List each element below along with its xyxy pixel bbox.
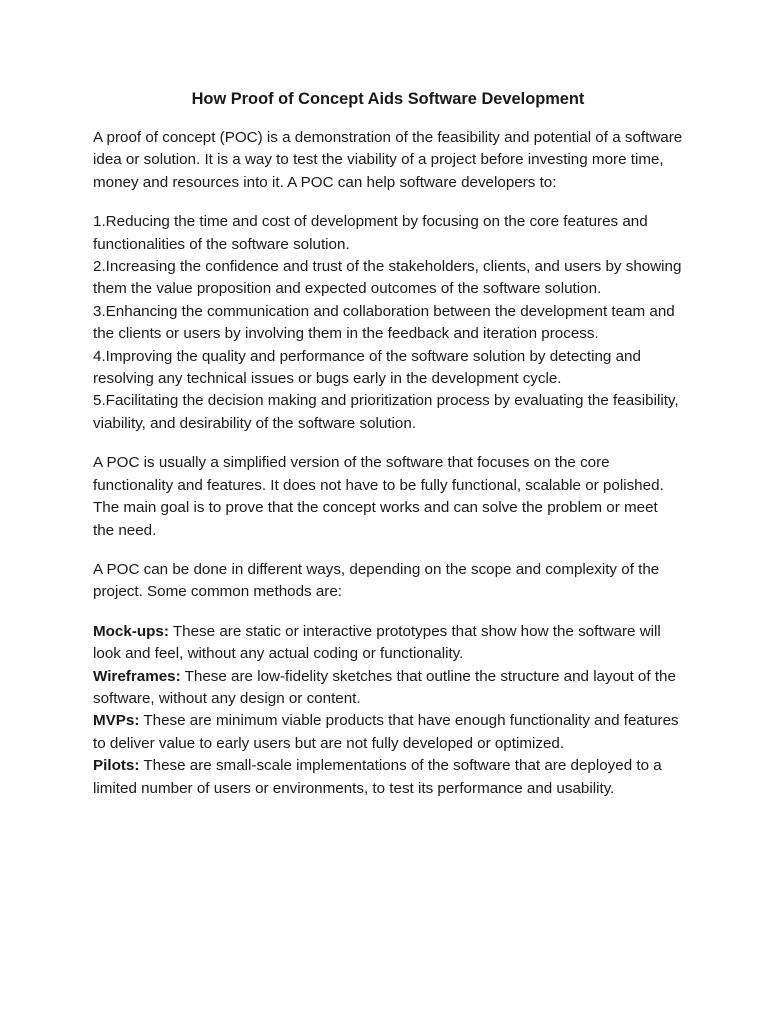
method-item bbox=[93, 666, 683, 711]
methods-list bbox=[93, 621, 683, 800]
benefit-item: 3.Enhancing the communication and collaboration between the development team and the clients or users by involving them in the feedback and iteration process. bbox=[93, 302, 675, 343]
benefit-item: 1.Reducing the time and cost of development by focusing on the core features and functionalities of the software solution. bbox=[93, 213, 648, 253]
method-item bbox=[93, 621, 683, 666]
method-description: These are low-fidelity sketches that outline the structure and layout of the software, without any design or content. bbox=[93, 667, 676, 707]
method-item bbox=[93, 710, 683, 755]
benefit-item: 5.Facilitating the decision making and prioritization process by evaluating the feasibility, viability, and desirability of the software solution. bbox=[93, 392, 679, 432]
intro-paragraph: A proof of concept (POC) is a demonstration of the feasibility and potential of a software idea or solution. It is a way to test the viability of a project before investing more time, money and resources into it. A POC can help software developers to: bbox=[93, 129, 683, 191]
simplified-paragraph: A POC is usually a simplified version of the software that focuses on the core functionality and features. It does not have to be fully functional, scalable or polished. The main goal is to prove that the concept works and can solve the problem or meet the need. bbox=[93, 454, 664, 539]
method-description: These are minimum viable products that have enough functionality and features to deliver value to early users but are not fully developed or optimized. bbox=[93, 712, 679, 752]
method-term: Pilots: bbox=[93, 757, 140, 775]
document-title: How Proof of Concept Aids Software Development bbox=[191, 90, 585, 108]
method-term: Wireframes: bbox=[93, 667, 181, 685]
method-description: These are static or interactive prototypes that show how the software will look and feel, without any actual coding or functionality. bbox=[93, 622, 661, 663]
method-item bbox=[93, 755, 683, 800]
benefit-item: 2.Increasing the confidence and trust of the stakeholders, clients, and users by showing them the value proposition and expected outcomes of the software solution. bbox=[93, 258, 682, 298]
benefits-list bbox=[93, 211, 683, 435]
method-description: These are small-scale implementations of the software that are deployed to a limited number of users or environments, to test its performance and usability. bbox=[93, 757, 662, 797]
benefit-item: 4.Improving the quality and performance of the software solution by detecting and resolving any technical issues or bugs early in the development cycle. bbox=[93, 347, 641, 388]
method-term: Mock-ups: bbox=[93, 622, 169, 640]
methods-paragraph: A POC can be done in different ways, depending on the scope and complexity of the project. Some common methods are: bbox=[93, 560, 660, 601]
document-page bbox=[93, 88, 683, 817]
method-term: MVPs: bbox=[93, 712, 140, 730]
